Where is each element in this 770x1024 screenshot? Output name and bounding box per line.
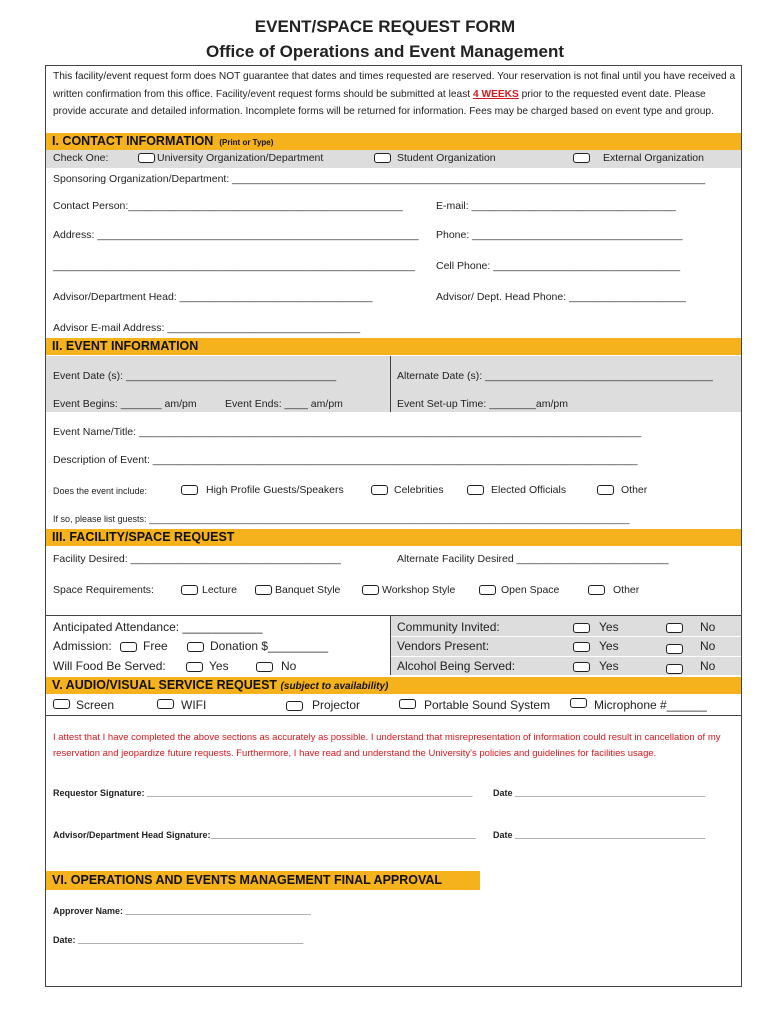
advisor-phone-field[interactable]: Advisor/ Dept. Head Phone: ____________________ <box>436 291 686 303</box>
university-org-checkbox[interactable] <box>138 153 155 163</box>
event-name-field[interactable]: Event Name/Title: ______________________________________________________________________________________ <box>53 426 642 438</box>
intro-highlight: 4 WEEKS <box>472 88 519 100</box>
setup-time-field[interactable]: Event Set-up Time: ________am/pm <box>397 398 569 410</box>
approval-header: VI. OPERATIONS AND EVENTS MANAGEMENT FINAL APPROVAL <box>46 871 480 890</box>
high-profile-label: High Profile Guests/Speakers <box>206 484 344 496</box>
alcohol-no-label: No <box>700 659 716 673</box>
event-description-field[interactable]: Description of Event: ___________________________________________________________________________________ <box>53 454 638 466</box>
guests-field[interactable]: If so, please list guests: ________________________________________________________________________________________________ <box>53 514 630 524</box>
community-yes-label: Yes <box>599 620 619 634</box>
vendors-label: Vendors Present: <box>397 639 490 653</box>
sound-system-label: Portable Sound System <box>424 698 551 712</box>
community-no-label: No <box>700 620 716 634</box>
screen-checkbox[interactable] <box>53 699 70 709</box>
contact-header: I. CONTACT INFORMATION (Print or Type) <box>46 133 741 150</box>
vendors-no-checkbox[interactable] <box>666 644 683 654</box>
address-field[interactable]: Address: _______________________________________________________ <box>53 229 419 241</box>
student-org-label: Student Organization <box>397 152 496 164</box>
alcohol-yes-checkbox[interactable] <box>573 662 590 672</box>
external-org-checkbox[interactable] <box>573 153 590 163</box>
external-org-label: External Organization <box>603 152 704 164</box>
alcohol-yes-label: Yes <box>599 659 619 673</box>
microphone-checkbox[interactable] <box>570 698 587 708</box>
event-include-label: Does the event include: <box>53 486 148 496</box>
sound-system-checkbox[interactable] <box>399 699 416 709</box>
donation-field[interactable]: Donation $_________ <box>210 639 329 653</box>
include-other-checkbox[interactable] <box>597 485 614 495</box>
workshop-label: Workshop Style <box>382 584 456 596</box>
event-header: II. EVENT INFORMATION <box>46 338 741 355</box>
admission-free-checkbox[interactable] <box>120 642 137 652</box>
alcohol-label: Alcohol Being Served: <box>397 659 516 673</box>
address-line2-field[interactable]: ______________________________________________________________ <box>53 260 416 272</box>
wifi-checkbox[interactable] <box>157 699 174 709</box>
alt-date-field[interactable]: Alternate Date (s): _______________________________________ <box>397 370 713 382</box>
advisor-date-field[interactable]: Date ______________________________________ <box>493 830 706 840</box>
sponsoring-field[interactable]: Sponsoring Organization/Department: _________________________________________________________________________________ <box>53 173 706 185</box>
lecture-checkbox[interactable] <box>181 585 198 595</box>
approver-name-field[interactable]: Approver Name: _____________________________________ <box>53 906 311 916</box>
university-org-label: University Organization/Department <box>157 152 324 164</box>
admission-donation-checkbox[interactable] <box>187 642 204 652</box>
contact-person-field[interactable]: Contact Person:_______________________________________________ <box>53 200 403 212</box>
food-no-checkbox[interactable] <box>256 662 273 672</box>
celebrities-label: Celebrities <box>394 484 444 496</box>
vendors-no-label: No <box>700 639 716 653</box>
attestation-text: I attest that I have completed the above sections as accurately as possible. I understand that misrepresentation of information could result in cancellation of my reservation and jeopardize future requests. Furthermore, I have read and understand the University's policies and guidelines for facilities usage. <box>53 732 721 760</box>
vendors-yes-label: Yes <box>599 639 619 653</box>
elected-officials-label: Elected Officials <box>491 484 567 496</box>
projector-checkbox[interactable] <box>286 701 303 711</box>
form-title: EVENT/SPACE REQUEST FORM <box>254 17 516 36</box>
advisor-email-field[interactable]: Advisor E-mail Address: _________________________________ <box>53 322 361 334</box>
alcohol-no-checkbox[interactable] <box>666 664 683 674</box>
form-subtitle: Office of Operations and Event Management <box>205 42 564 61</box>
attendance-field[interactable]: Anticipated Attendance: ____________ <box>53 620 263 634</box>
community-yes-checkbox[interactable] <box>573 623 590 633</box>
student-org-checkbox[interactable] <box>374 153 391 163</box>
event-begins-field[interactable]: Event Begins: _______ am/pm <box>53 398 197 410</box>
advisor-head-field[interactable]: Advisor/Department Head: _________________________________ <box>53 291 373 303</box>
vendors-yes-checkbox[interactable] <box>573 642 590 652</box>
space-other-checkbox[interactable] <box>588 585 605 595</box>
facility-header: III. FACILITY/SPACE REQUEST <box>46 529 741 546</box>
advisor-signature-field[interactable]: Advisor/Department Head Signature:_____________________________________________________ <box>53 830 476 840</box>
community-label: Community Invited: <box>397 620 500 634</box>
food-yes-checkbox[interactable] <box>186 662 203 672</box>
space-other-label: Other <box>613 584 640 596</box>
event-date-field[interactable]: Event Date (s): ____________________________________ <box>53 370 337 382</box>
phone-field[interactable]: Phone: ____________________________________ <box>436 229 683 241</box>
alt-facility-field[interactable]: Alternate Facility Desired __________________________ <box>397 553 669 565</box>
requestor-date-field[interactable]: Date ______________________________________ <box>493 788 706 798</box>
projector-label: Projector <box>312 698 361 712</box>
cell-phone-field[interactable]: Cell Phone: ________________________________ <box>436 260 681 272</box>
banquet-checkbox[interactable] <box>255 585 272 595</box>
intro-paragraph: This facility/event request form does NOT guarantee that dates and times requested are reserved. Your reservation is not final until you have received a written confirmation from this office. Facility/event request forms should be submitted at least 4 WEEKS prior to the requested event date. Please provide accurate and detailed information. Incomplete forms will be returned for information. Fees may be charged based on event type and group. <box>53 71 736 118</box>
event-ends-field[interactable]: Event Ends: ____ am/pm <box>225 398 343 410</box>
screen-label: Screen <box>76 698 115 712</box>
open-space-label: Open Space <box>501 584 560 596</box>
microphone-field[interactable]: Microphone #______ <box>594 698 707 712</box>
av-header: V. AUDIO/VISUAL SERVICE REQUEST (subject to availability) <box>46 677 741 694</box>
food-label: Will Food Be Served: <box>53 659 166 673</box>
admission-free-label: Free <box>143 639 168 653</box>
elected-officials-checkbox[interactable] <box>467 485 484 495</box>
banquet-label: Banquet Style <box>275 584 341 596</box>
email-field[interactable]: E-mail: ___________________________________ <box>436 200 676 212</box>
celebrities-checkbox[interactable] <box>371 485 388 495</box>
requestor-signature-field[interactable]: Requestor Signature: _________________________________________________________________ <box>53 788 473 798</box>
high-profile-checkbox[interactable] <box>181 485 198 495</box>
open-space-checkbox[interactable] <box>479 585 496 595</box>
facility-desired-field[interactable]: Facility Desired: ____________________________________ <box>53 553 341 565</box>
lecture-label: Lecture <box>202 584 238 596</box>
wifi-label: WIFI <box>181 698 207 712</box>
workshop-checkbox[interactable] <box>362 585 379 595</box>
check-one-label: Check One: <box>53 152 109 164</box>
include-other-label: Other <box>621 484 648 496</box>
community-no-checkbox[interactable] <box>666 623 683 633</box>
approval-date-field[interactable]: Date: _____________________________________________ <box>53 935 304 945</box>
admission-label: Admission: <box>53 639 112 653</box>
space-requirements-label: Space Requirements: <box>53 584 154 596</box>
food-yes-label: Yes <box>209 659 229 673</box>
food-no-label: No <box>281 659 297 673</box>
